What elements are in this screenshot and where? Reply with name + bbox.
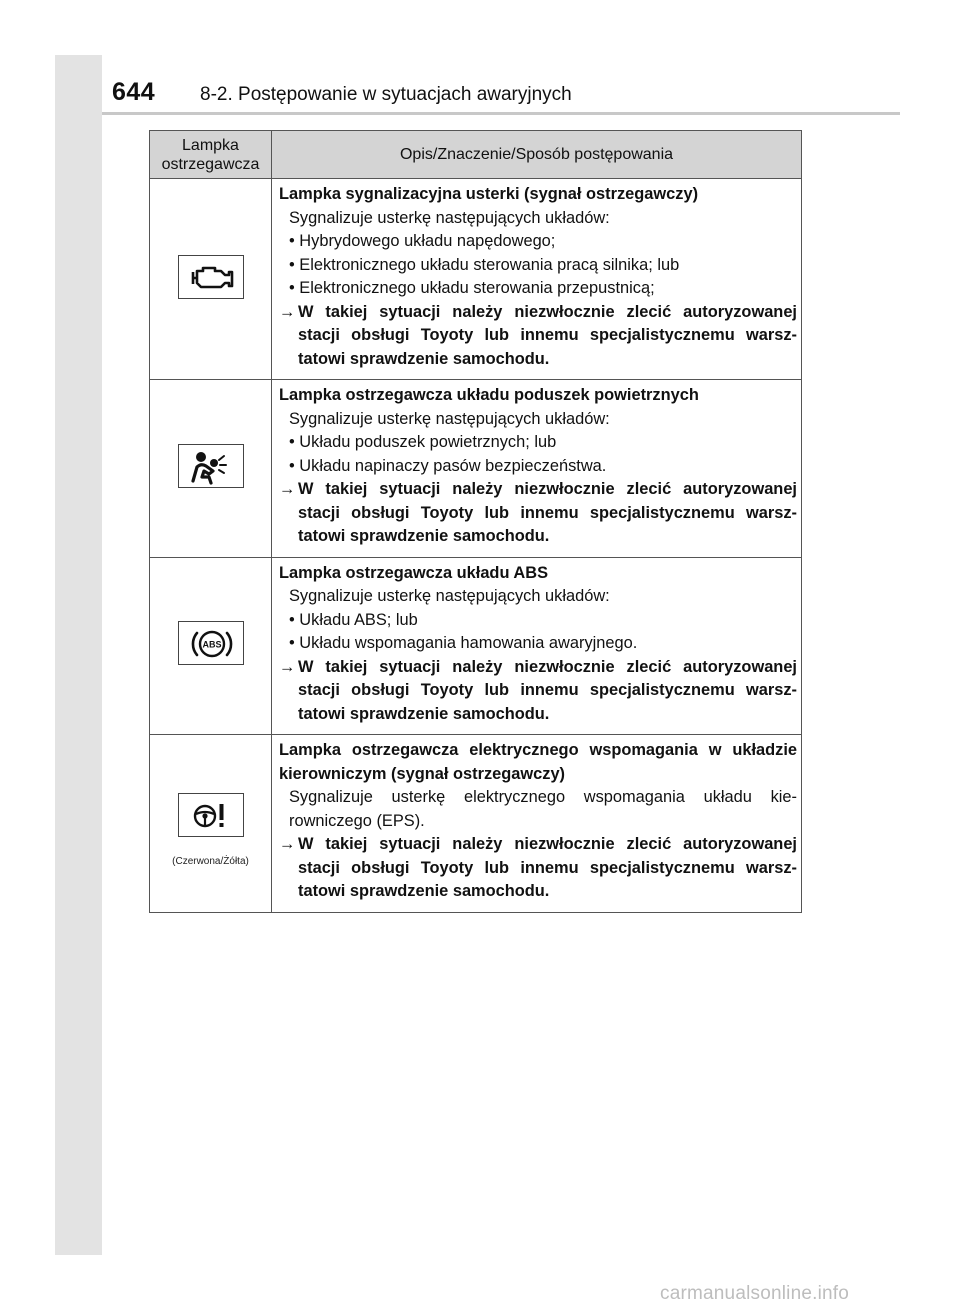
row-bullet: • Układu wspomagania hamowania awaryjnego.	[289, 634, 638, 652]
table-header-row	[150, 131, 802, 179]
table-row	[150, 380, 802, 558]
row-title: Lampka ostrzegawcza elektrycznego wspomagania w układzie kierowniczym (sygnał ostrzegawczy)	[279, 741, 797, 783]
description-cell	[272, 557, 802, 735]
column-header-description: Opis/Znaczenie/Sposób postępowania	[272, 131, 802, 179]
row-title: Lampka sygnalizacyjna usterki (sygnał ostrzegawczy)	[279, 185, 699, 203]
column-header-lamp	[150, 131, 272, 179]
watermark: carmanualsonline.info	[660, 1283, 850, 1304]
row-title: Lampka ostrzegawcza układu ABS	[279, 563, 549, 582]
row-action-text: W takiej sytuacji należy niezwłocznie zlecić autoryzowanej stacji obsługi Toyoty lub innemu specjalistycznemu warsz-tatowi sprawdzenie samochodu.	[298, 835, 797, 900]
row-action	[279, 833, 797, 904]
row-action-text: W takiej sytuacji należy niezwłocznie zlecić autoryzowanej stacji obsługi Toyoty lub innemu specjalistycznemu warsz-tatowi sprawdzenie samochodu.	[298, 480, 797, 545]
row-lead: Sygnalizuje usterkę elektrycznego wspomagania układu kie-rowniczego (EPS).	[289, 788, 797, 830]
arrow-icon: →	[279, 835, 296, 853]
abs-icon-label: ABS	[201, 639, 222, 650]
row-lead: Sygnalizuje usterkę następujących układów:	[289, 208, 610, 227]
row-bullet: • Elektronicznego układu sterowania przepustnicą;	[289, 279, 655, 297]
section-title: 8-2. Postępowanie w sytuacjach awaryjnych	[200, 84, 572, 105]
description-cell	[272, 380, 802, 558]
column-header-lamp-line2: ostrzegawcza	[161, 155, 260, 173]
row-bullet: • Hybrydowego układu napędowego;	[289, 232, 556, 250]
row-action	[279, 301, 797, 372]
row-lead: Sygnalizuje usterkę następujących układów:	[289, 587, 610, 605]
eps-warning-icon	[178, 793, 244, 837]
column-header-lamp-line1: Lampka	[182, 136, 239, 154]
arrow-icon: →	[279, 302, 296, 321]
row-bullet: • Układu napinaczy pasów bezpieczeństwa.	[289, 456, 607, 475]
row-lead: Sygnalizuje usterkę następujących układów:	[289, 409, 610, 428]
arrow-icon: →	[279, 657, 296, 676]
arrow-icon: →	[279, 480, 296, 498]
table-row	[150, 735, 802, 913]
description-cell	[272, 179, 802, 380]
warning-lights-table	[149, 130, 802, 913]
page-side-strip	[55, 55, 102, 1255]
lamp-cell	[150, 557, 272, 735]
row-bullet: • Elektronicznego układu sterowania pracą silnika; lub	[289, 255, 680, 274]
table-row	[150, 179, 802, 380]
abs-icon	[178, 621, 244, 665]
row-title: Lampka ostrzegawcza układu poduszek powietrznych	[279, 386, 699, 404]
header-rule	[102, 112, 900, 115]
table-row	[150, 557, 802, 735]
row-bullet: • Układu poduszek powietrznych; lub	[289, 433, 557, 451]
row-action	[279, 656, 797, 727]
row-action-text: W takiej sytuacji należy niezwłocznie zlecić autoryzowanej stacji obsługi Toyoty lub innemu specjalistycznemu warsz-tatowi sprawdzenie samochodu.	[298, 302, 797, 368]
row-bullet: • Układu ABS; lub	[289, 610, 418, 629]
lamp-color-caption: (Czerwona/Żółta)	[172, 856, 249, 868]
row-action	[279, 478, 797, 549]
lamp-cell	[150, 179, 272, 380]
lamp-cell	[150, 735, 272, 913]
description-cell	[272, 735, 802, 913]
row-action-text: W takiej sytuacji należy niezwłocznie zlecić autoryzowanej stacji obsługi Toyoty lub innemu specjalistycznemu warsz-tatowi sprawdzenie samochodu.	[298, 657, 797, 723]
airbag-icon	[178, 444, 244, 488]
lamp-cell	[150, 380, 272, 558]
check-engine-icon	[178, 255, 244, 299]
page-number: 644	[112, 78, 156, 106]
